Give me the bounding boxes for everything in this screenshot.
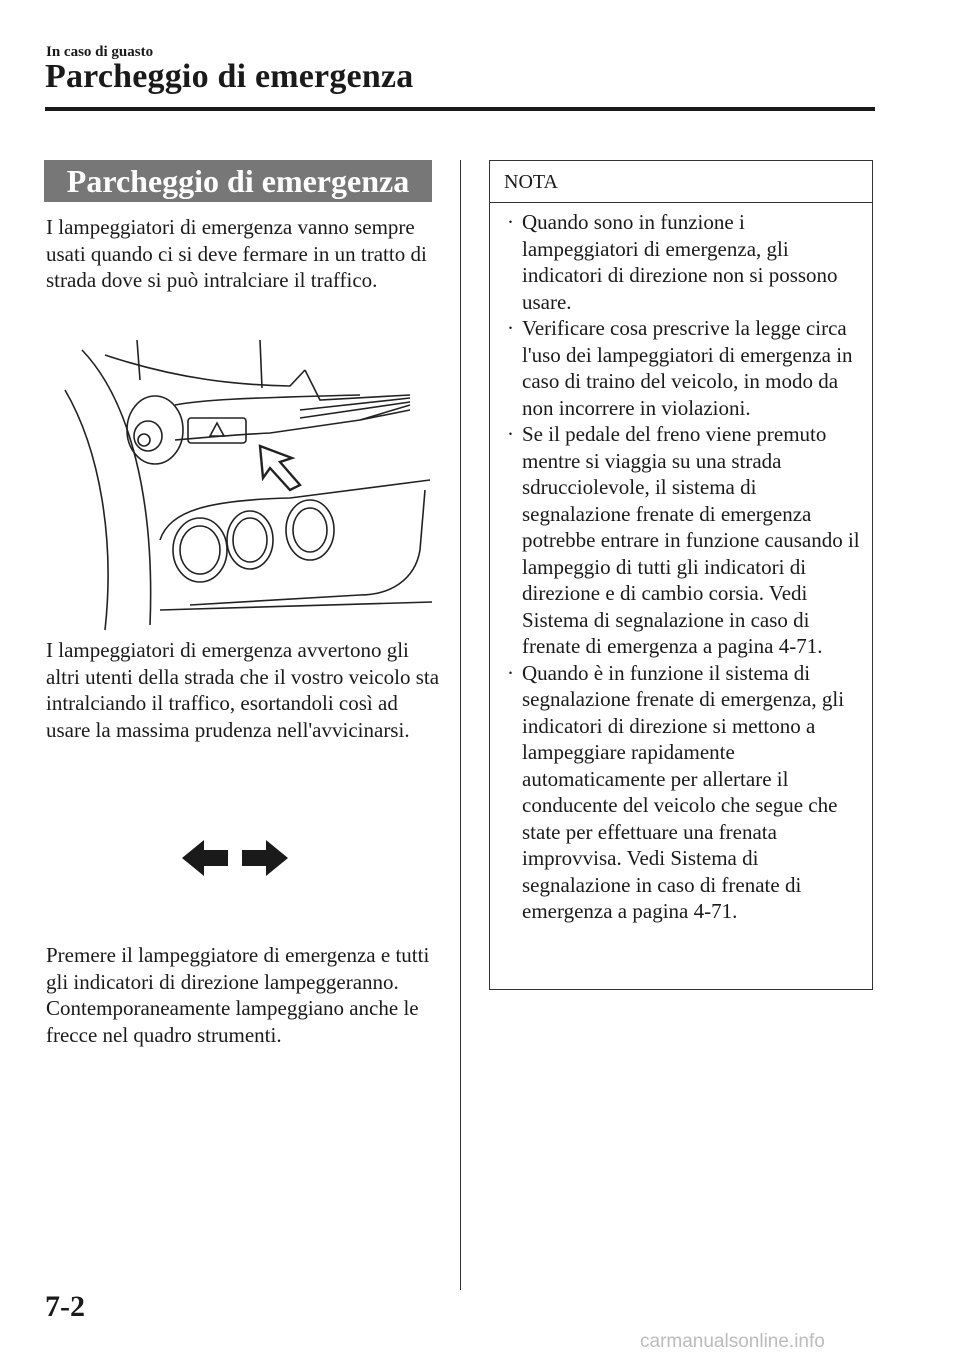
page-number: 7-2	[45, 1290, 85, 1323]
note-item	[490, 315, 872, 421]
warning-paragraph: I lampeggiatori di emergenza avvertono gli altri utenti della strada che il vostro veicolo sta intralciando il traffico, esortandoli così ad usare la massima prudenza nell'avvicinarsi.	[46, 638, 440, 742]
section-banner: Parcheggio di emergenza	[44, 160, 432, 202]
note-title: NOTA	[490, 161, 872, 203]
header-rule	[45, 107, 875, 111]
intro-paragraph: I lampeggiatori di emergenza vanno sempre usati quando ci si deve fermare in un tratto di strada dove si può intralciare il traffico.	[46, 215, 427, 292]
instruction-paragraph: Premere il lampeggiatore di emergenza e tutti gli indicatori di direzione lampeggeranno. Contemporaneamente lampeggiano anche le frecce nel quadro strumenti.	[46, 943, 430, 1047]
breadcrumb: In caso di guasto	[46, 44, 154, 60]
bullet-marker: ·	[507, 316, 514, 340]
note-item-text: Verificare cosa prescrive la legge circa l'uso dei lampeggiatori di emergenza in caso di traino del veicolo, in modo da non incorrere in violazioni.	[522, 316, 853, 420]
note-item	[490, 209, 872, 315]
turn-signal-arrows-icon	[180, 838, 290, 878]
bullet-marker: ·	[507, 660, 514, 685]
bullet-marker: ·	[507, 422, 514, 446]
column-divider	[460, 160, 461, 1290]
page-title: Parcheggio di emergenza	[45, 58, 414, 95]
bullet-marker: ·	[507, 210, 514, 234]
note-item-text: Quando è in funzione il sistema di segnalazione frenate di emergenza, gli indicatori di direzione si mettono a lampeggiare rapidamente automaticamente per allertare il conducente del veicolo che segue che state per effettuare una frenata improvvisa. Vedi Sistema di segnalazione in caso di frenate di emergenza a pagina 4-71.	[522, 660, 845, 923]
note-item	[490, 660, 872, 925]
note-box	[489, 160, 873, 990]
note-item-text: Se il pedale del freno viene premuto mentre si viaggia su una strada sdrucciolevole, il sistema di segnalazione frenate di emergenza potrebbe entrare in funzione causando il lampeggio di tutti gli indicatori di direzione e di cambio corsia. Vedi Sistema di segnalazione in caso di frenate di emergenza a pagina 4-71.	[522, 422, 860, 658]
note-item-text: Quando sono in funzione i lampeggiatori di emergenza, gli indicatori di direzione non si possono usare.	[522, 210, 838, 314]
dashboard-hazard-button-illustration	[60, 340, 440, 630]
note-list	[490, 209, 872, 925]
watermark: carmanualsonline.info	[640, 1331, 825, 1352]
note-item	[490, 421, 872, 660]
